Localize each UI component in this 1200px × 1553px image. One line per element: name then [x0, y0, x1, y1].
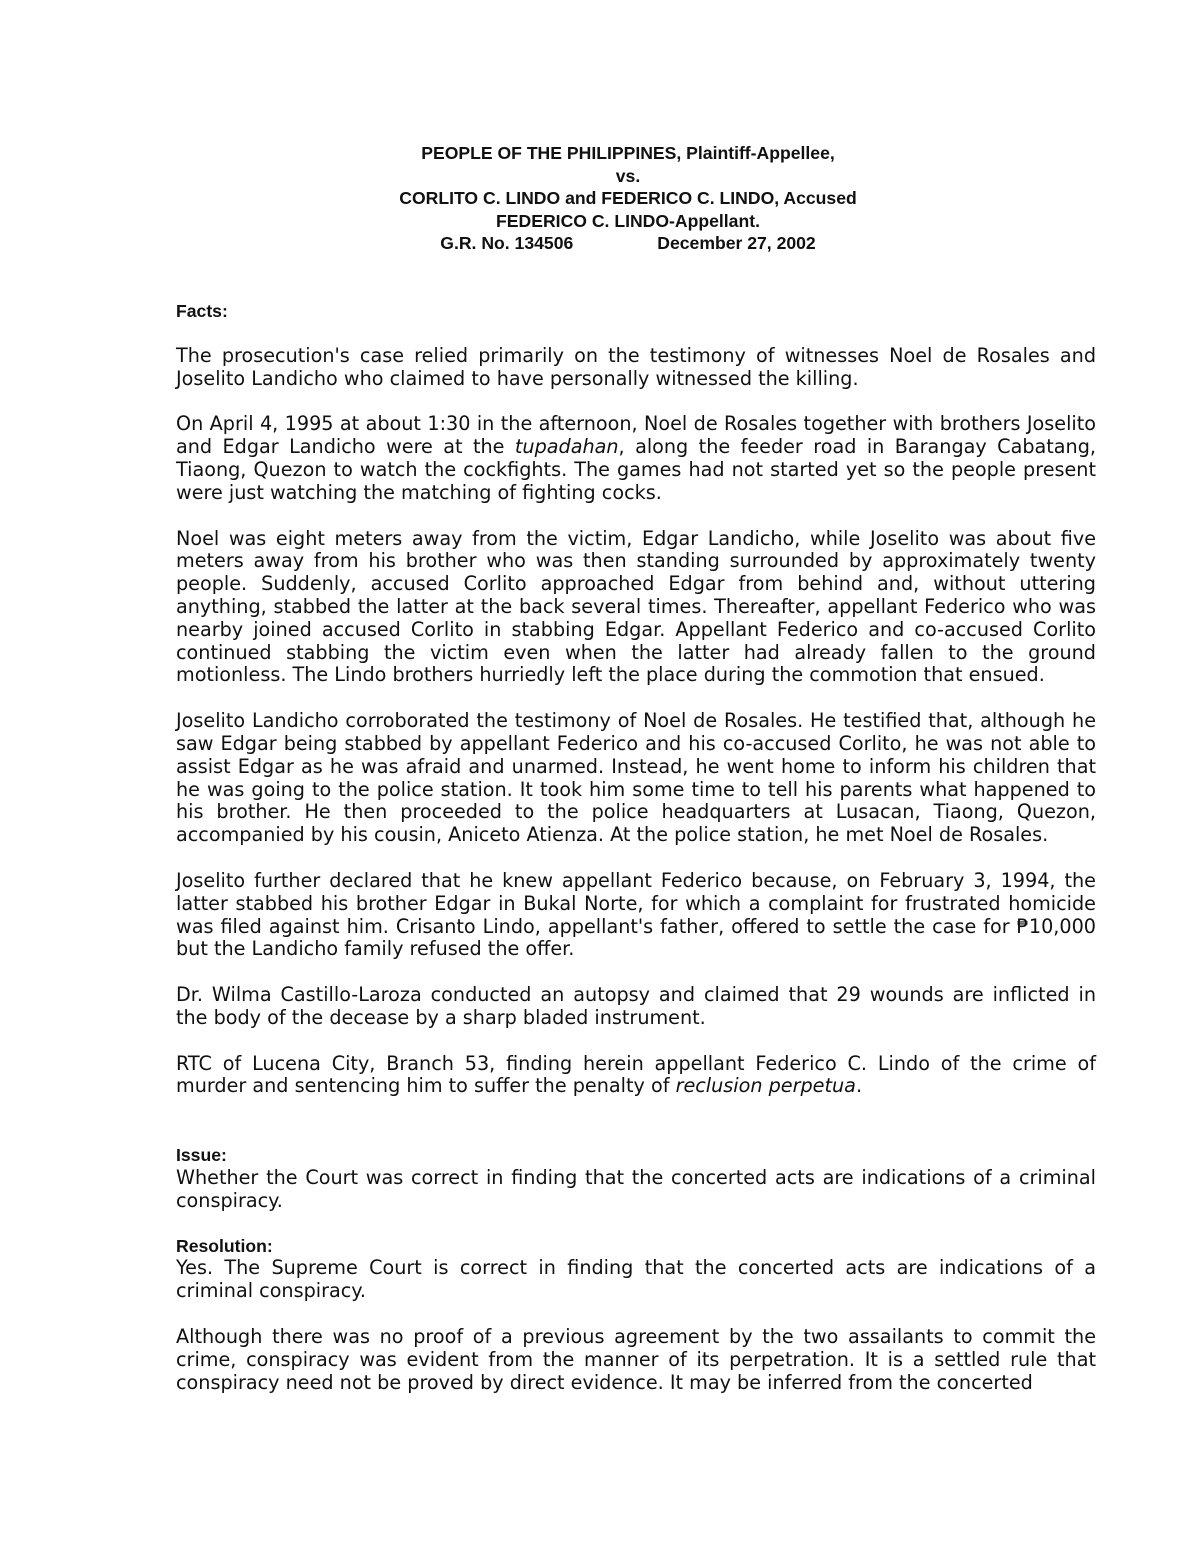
caption-appellant: FEDERICO C. LINDO-Appellant. [496, 210, 760, 231]
facts-p2-text-b: , along the feeder road in Barangay Cabatang, Tiaong, Quezon to watch the cockfights. The games had not started yet so the people present were just watching the matching of fighting cocks. [176, 435, 1096, 504]
resolution-paragraph-2: Although there was no proof of a previous agreement by the two assailants to commit the crime, conspiracy was evident from the manner of its perpetration. It is a settled rule that conspiracy need not be proved by direct evidence. It may be inferred from the concerted [176, 1325, 1096, 1394]
facts-p7-italic: reclusion perpetua [675, 1074, 856, 1098]
facts-heading: Facts: [176, 300, 228, 321]
caption-versus: vs. [615, 165, 641, 186]
gr-number: G.R. No. 134506 [440, 233, 574, 254]
facts-paragraph-3: Noel was eight meters away from the victim, Edgar Landicho, while Joselito was about five meters away from his brother who was then standing surrounded by approximately twenty people. Suddenly, accused Corlito approached Edgar from behind and, without uttering anything, stabbed the latter at the back several times. Thereafter, appellant Federico who was nearby joined accused Corlito in stabbing Edgar. Appellant Federico and co-accused Corlito continued stabbing the victim even when the latter had already fallen to the ground motionless. The Lindo brothers hurriedly left the place during the commotion that ensued. [176, 526, 1096, 687]
facts-paragraph-1: The prosecution's case relied primarily on the testimony of witnesses Noel de Rosales and Joselito Landicho who claimed to have personally witnessed the killing. [176, 343, 1096, 390]
facts-paragraph-5: Joselito further declared that he knew appellant Federico because, on February 3, 1994, the latter stabbed his brother Edgar in Bukal Norte, for which a complaint for frustrated homicide was filed against him. Crisanto Lindo, appellant's father, offered to settle the case for ₱10,000 but the Landicho family refused the offer. [176, 868, 1096, 961]
facts-paragraph-4: Joselito Landicho corroborated the testimony of Noel de Rosales. He testified that, although he saw Edgar being stabbed by appellant Federico and his co-accused Corlito, he was not able to assist Edgar as he was afraid and unarmed. Instead, he went home to inform his children that he was going to the police station. It took him some time to tell his parents what happened to his brother. He then proceeded to the police headquarters at Lusacan, Tiaong, Quezon, accompanied by his cousin, Aniceto Atienza. At the police station, he met Noel de Rosales. [176, 709, 1096, 847]
document-body [176, 142, 1096, 1394]
facts-p7-text-a: RTC of Lucena City, Branch 53, finding herein appellant Federico C. Lindo of the crime of murder and sentencing him to suffer the penalty of [176, 1051, 1096, 1098]
facts-paragraph-7 [176, 1053, 1096, 1099]
issue-text: Whether the Court was correct in finding that the concerted acts are indications of a criminal conspiracy. [176, 1166, 1096, 1212]
caption-plaintiff: PEOPLE OF THE PHILIPPINES, Plaintiff-Appellee, [421, 143, 835, 163]
resolution-heading: Resolution: [176, 1235, 273, 1256]
facts-p2-text-a: On April 4, 1995 at about 1:30 in the afternoon, Noel de Rosales together with brothers Joselito and Edgar Landicho were at the [176, 412, 1096, 459]
case-caption [168, 142, 1088, 255]
facts-p2-italic: tupadahan [514, 435, 619, 459]
facts-paragraph-6: Dr. Wilma Castillo-Laroza conducted an autopsy and claimed that 29 wounds are inflicted in the body of the decease by a sharp bladed instrument. [176, 983, 1096, 1029]
caption-docket [168, 232, 1088, 255]
issue-heading: Issue: [176, 1145, 227, 1166]
facts-p7-text-b: . [855, 1074, 863, 1098]
facts-paragraph-2 [176, 413, 1096, 504]
resolution-paragraph-1: Yes. The Supreme Court is correct in finding that the concerted acts are indications of a criminal conspiracy. [176, 1256, 1096, 1303]
decision-date: December 27, 2002 [657, 233, 816, 254]
caption-accused: CORLITO C. LINDO and FEDERICO C. LINDO, Accused [399, 188, 857, 209]
